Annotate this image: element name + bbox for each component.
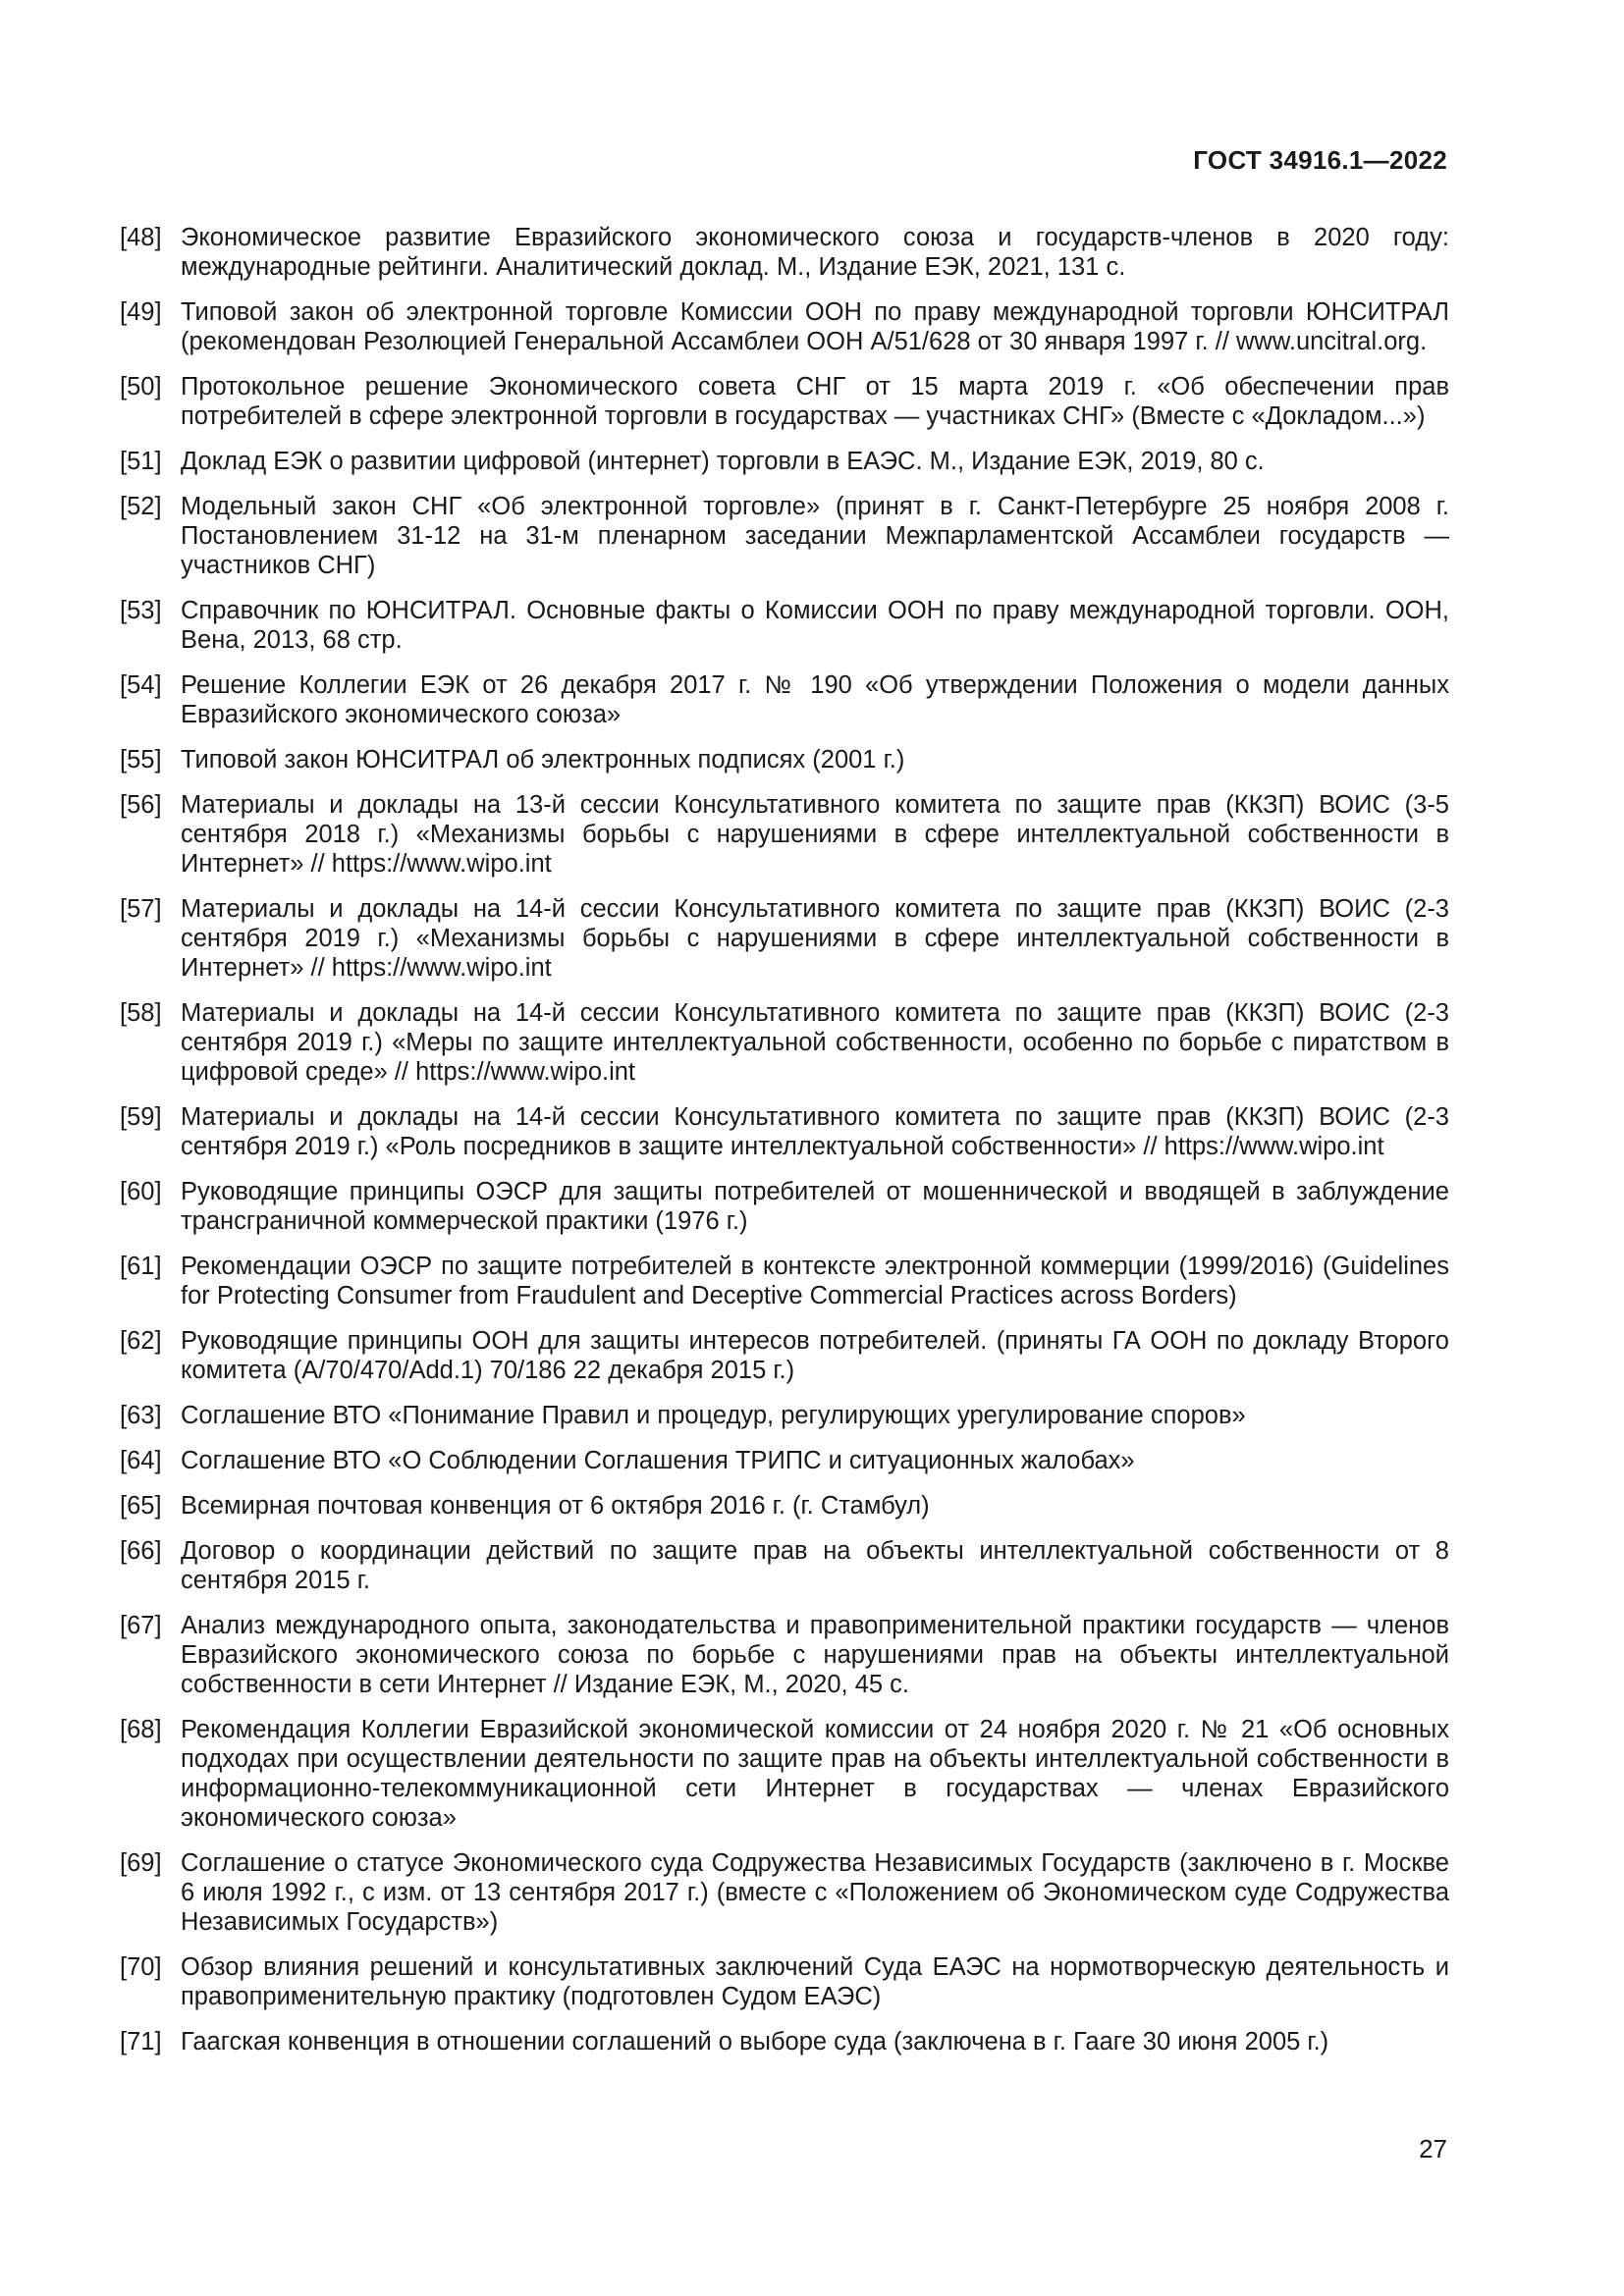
reference-text: Материалы и доклады на 13-й сессии Консультативного комитета по защите прав (ККЗП) ВОИС (3-5 сентября 2018 г.) «Механизмы борьбы с нарушениями в сфере интеллектуальной собственности в Интернет» // https://www.wipo.int (181, 791, 1449, 878)
reference-number: [68] (120, 1716, 162, 1743)
reference-number: [58] (120, 999, 162, 1027)
reference-text: Соглашение ВТО «О Соблюдении Соглашения ТРИПС и ситуационных жалобах» (181, 1447, 1135, 1474)
reference-number: [48] (120, 224, 162, 251)
reference-number: [64] (120, 1447, 162, 1474)
reference-list (120, 223, 1449, 2072)
reference-item (120, 998, 1449, 1087)
reference-text: Модельный закон СНГ «Об электронной торговле» (принят в г. Санкт-Петербурге 25 ноября 2008 г. Постановлением 31-12 на 31-м пленарном заседании Межпарламентской Ассамблеи государств — участников СНГ) (181, 493, 1449, 579)
reference-item (120, 1491, 1449, 1521)
reference-text: Экономическое развитие Евразийского экономического союза и государств-членов в 2020 году: международные рейтинги. Аналитический доклад. М., Издание ЕЭК, 2021, 131 с. (181, 224, 1449, 281)
reference-number: [55] (120, 746, 162, 774)
reference-text: Протокольное решение Экономического совета СНГ от 15 марта 2019 г. «Об обеспечении прав потребителей в сфере электронной торговли в государствах — участниках СНГ» (Вместе с «Докладом...») (181, 373, 1449, 430)
reference-number: [60] (120, 1178, 162, 1205)
reference-item (120, 670, 1449, 729)
reference-item (120, 1611, 1449, 1699)
reference-text: Материалы и доклады на 14-й сессии Консультативного комитета по защите прав (ККЗП) ВОИС (2-3 сентября 2019 г.) «Механизмы борьбы с нарушениями в сфере интеллектуальной собственности в Интернет» // https://www.wipo.int (181, 895, 1449, 982)
reference-number: [63] (120, 1402, 162, 1429)
reference-number: [50] (120, 373, 162, 400)
reference-item (120, 1326, 1449, 1385)
reference-text: Типовой закон об электронной торговле Комиссии ООН по праву международной торговли ЮНСИТРАЛ (рекомендован Резолюцией Генеральной Ассамблеи ООН A/51/628 от 30 января 1997 г. // www.uncitral.org. (181, 298, 1449, 355)
reference-item (120, 790, 1449, 879)
reference-number: [70] (120, 1953, 162, 1981)
reference-item (120, 1446, 1449, 1475)
reference-text: Решение Коллегии ЕЭК от 26 декабря 2017 г. № 190 «Об утверждении Положения о модели данных Евразийского экономического союза» (181, 671, 1449, 728)
reference-item (120, 1952, 1449, 2011)
reference-item (120, 447, 1449, 476)
reference-item (120, 372, 1449, 431)
reference-text: Типовой закон ЮНСИТРАЛ об электронных подписях (2001 г.) (181, 746, 905, 774)
reference-number: [65] (120, 1492, 162, 1520)
reference-text: Рекомендация Коллегии Евразийской экономической комиссии от 24 ноября 2020 г. № 21 «Об основных подходах при осуществлении деятельности по защите прав на объекты интеллектуальной собственности в информационно-телекоммуникационной сети Интернет в государствах — членах Евразийского экономического союза» (181, 1716, 1449, 1832)
reference-text: Всемирная почтовая конвенция от 6 октября 2016 г. (г. Стамбул) (181, 1492, 930, 1520)
reference-text: Договор о координации действий по защите прав на объекты интеллектуальной собственности от 8 сентября 2015 г. (181, 1537, 1449, 1594)
reference-item (120, 1536, 1449, 1595)
reference-item (120, 745, 1449, 774)
reference-number: [66] (120, 1537, 162, 1565)
reference-number: [61] (120, 1253, 162, 1280)
reference-number: [57] (120, 895, 162, 923)
reference-number: [62] (120, 1327, 162, 1355)
reference-text: Соглашение ВТО «Понимание Правил и процедур, регулирующих урегулирование споров» (181, 1402, 1246, 1429)
reference-number: [49] (120, 298, 162, 326)
reference-text: Руководящие принципы ОЭСР для защиты потребителей от мошеннической и вводящей в заблуждение трансграничной коммерческой практики (1976 г.) (181, 1178, 1449, 1235)
reference-text: Справочник по ЮНСИТРАЛ. Основные факты о Комиссии ООН по праву международной торговли. ООН, Вена, 2013, 68 стр. (181, 597, 1449, 654)
reference-text: Гаагская конвенция в отношении соглашений о выборе суда (заключена в г. Гааге 30 июня 2005 г.) (181, 2028, 1329, 2056)
reference-text: Материалы и доклады на 14-й сессии Консультативного комитета по защите прав (ККЗП) ВОИС (2-3 сентября 2019 г.) «Роль посредников в защите интеллектуальной собственности» // https://www.wipo.int (181, 1103, 1449, 1160)
reference-number: [59] (120, 1103, 162, 1131)
reference-item (120, 2027, 1449, 2056)
reference-text: Материалы и доклады на 14-й сессии Консультативного комитета по защите прав (ККЗП) ВОИС (2-3 сентября 2019 г.) «Меры по защите интеллектуальной собственности, особенно по борьбе с пиратством в цифровой среде» // https://www.wipo.int (181, 999, 1449, 1086)
reference-number: [54] (120, 671, 162, 699)
reference-text: Анализ международного опыта, законодательства и правоприменительной практики государств — членов Евразийского экономического союза по борьбе с нарушениями прав на объекты интеллектуальной собственности в сети Интернет // Издание ЕЭК, М., 2020, 45 с. (181, 1612, 1449, 1698)
reference-number: [52] (120, 493, 162, 520)
reference-item (120, 596, 1449, 655)
reference-item (120, 492, 1449, 580)
reference-item (120, 1177, 1449, 1236)
page-number: 27 (1419, 2134, 1447, 2163)
reference-text: Рекомендации ОЭСР по защите потребителей в контексте электронной коммерции (1999/2016) (Guidelines for Protecting Consumer from Fraudulent and Deceptive Commercial Practices across Borders) (181, 1253, 1449, 1309)
reference-text: Доклад ЕЭК о развитии цифровой (интернет) торговли в ЕАЭС. М., Издание ЕЭК, 2019, 80 с. (181, 448, 1265, 475)
reference-number: [67] (120, 1612, 162, 1639)
reference-text: Соглашение о статусе Экономического суда Содружества Независимых Государств (заключено в г. Москве 6 июля 1992 г., с изм. от 13 сентября 2017 г.) (вместе с «Положением об Экономическом суде Содружества Независимых Государств») (181, 1849, 1449, 1936)
standard-designation: ГОСТ 34916.1—2022 (1193, 145, 1447, 175)
reference-number: [69] (120, 1849, 162, 1877)
reference-item (120, 1715, 1449, 1833)
reference-text: Обзор влияния решений и консультативных заключений Суда ЕАЭС на нормотворческую деятельность и правоприменительную практику (подготовлен Судом ЕАЭС) (181, 1953, 1449, 2010)
reference-number: [56] (120, 791, 162, 819)
reference-text: Руководящие принципы ООН для защиты интересов потребителей. (приняты ГА ООН по докладу Второго комитета (A/70/470/Add.1) 70/186 22 декабря 2015 г.) (181, 1327, 1449, 1384)
reference-item (120, 1848, 1449, 1937)
reference-item (120, 1252, 1449, 1310)
reference-item (120, 1102, 1449, 1161)
reference-number: [53] (120, 597, 162, 624)
reference-item (120, 297, 1449, 356)
reference-number: [51] (120, 448, 162, 475)
reference-item (120, 894, 1449, 983)
reference-item (120, 223, 1449, 282)
reference-item (120, 1401, 1449, 1430)
reference-number: [71] (120, 2028, 162, 2056)
